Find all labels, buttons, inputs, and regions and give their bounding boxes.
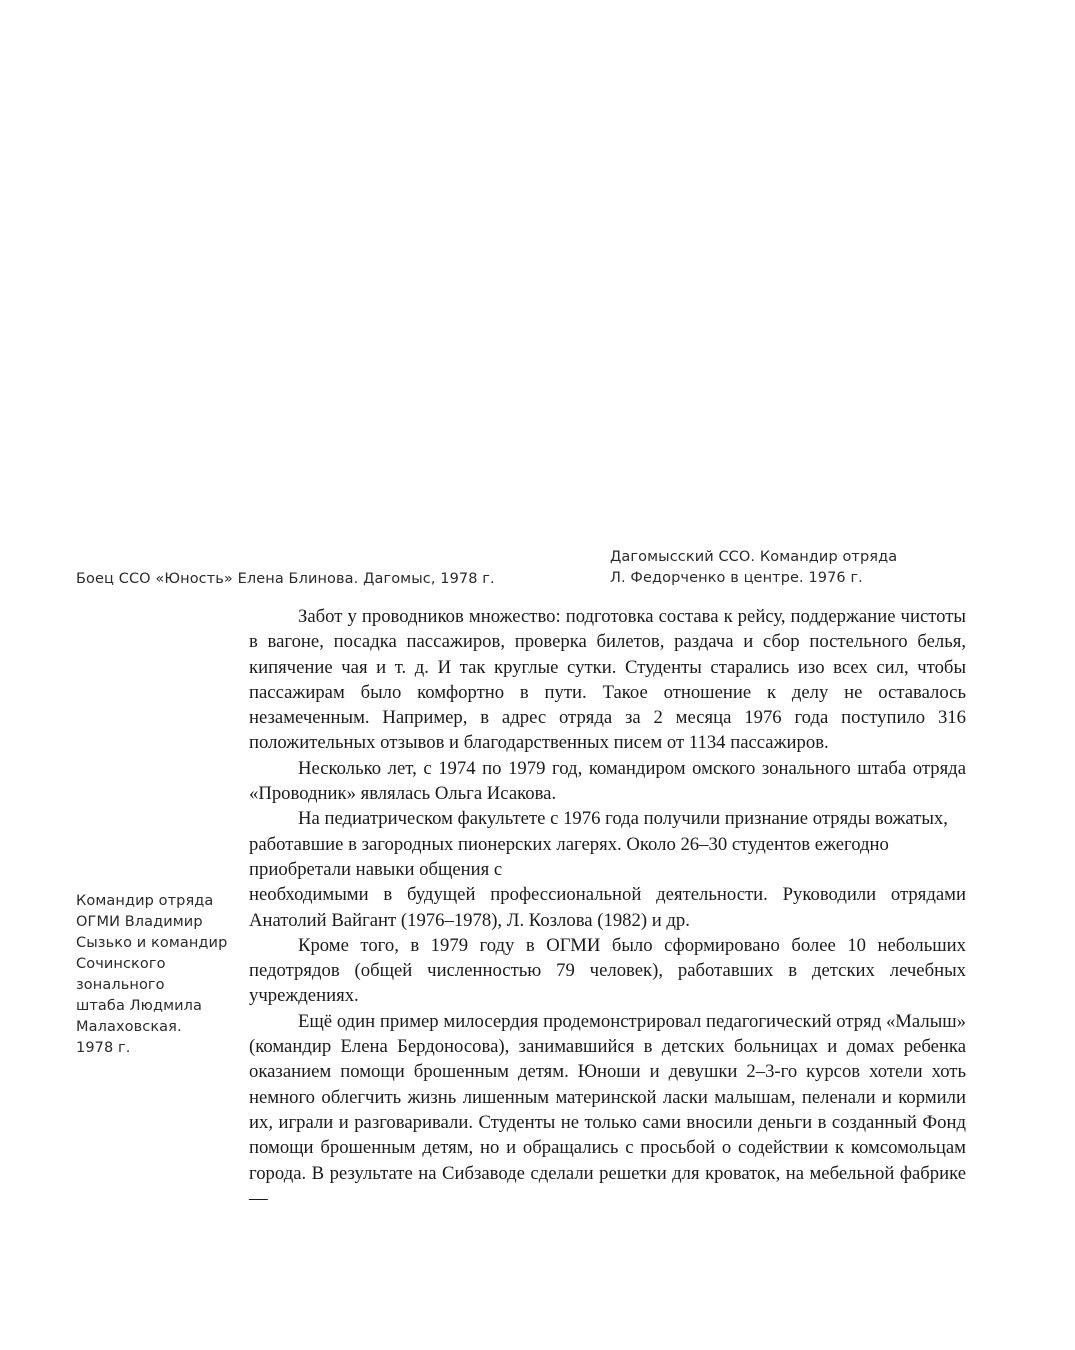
paragraph-counselors-continued: необходимыми в будущей профессиональной деятельности. Руководили отрядами Анатолий Вайгант (1976–1978), Л. Козлова (1982) и др.: [249, 884, 966, 931]
side-caption-line: Командир отряда: [76, 893, 214, 909]
article-body: [249, 604, 966, 1211]
photo-caption-left: Боец ССО «Юность» Елена Блинова. Дагомыс, 1978 г.: [76, 571, 495, 587]
paragraph-malysh: Ещё один пример милосердия продемонстрировал педагогический отряд «Малыш» (командир Елена Бердоносова), занимавшийся в детских больницах и домах ребенка оказанием помощи брошенным детям. Юноши и девушки 2–3-го курсов хотели хоть немного облегчить жизнь лишенным материнской ласки малышам, пеленали и кормили их, играли и разговаривали. Студенты не только сами вносили деньги в созданный Фонд помощи брошенным детям, но и обращались с просьбой о содействии к комсомольцам города. В результате на Сибзаводе сделали решетки для кроваток, на мебельной фабрике —: [249, 1010, 966, 1209]
side-caption-line: Малаховская.: [76, 1019, 182, 1035]
photo-caption-right: [610, 547, 930, 589]
photo-caption-side: [76, 891, 236, 1059]
photo-caption-right-line-2: Л. Федорченко в центре. 1976 г.: [610, 570, 863, 586]
photo-caption-right-line-1: Дагомысский ССО. Командир отряда: [610, 549, 898, 565]
paragraph-isakova: Несколько лет, с 1974 по 1979 год, командиром омского зонального штаба отряда «Проводник» являлась Ольга Исакова.: [249, 757, 966, 805]
paragraph-conductors-duties: Забот у проводников множество: подготовка состава к рейсу, поддержание чистоты в вагоне, посадка пассажиров, проверка билетов, раздача и сбор постельного белья, кипячение чая и т. д. И так круглые сутки. Студенты старались изо всех сил, чтобы пассажирам было комфортно в пути. Такое отношение к делу не оставалось незамеченным. Например, в адрес отряда за 2 месяца 1976 года поступило 316 положительных отзывов и благодарственных писем от 1134 пассажиров.: [249, 606, 966, 754]
side-caption-line: ОГМИ Владимир: [76, 914, 203, 930]
side-caption-line: зонального: [76, 977, 165, 993]
paragraph-counselors: На педиатрическом факультете с 1976 года получили признание отряды вожатых, работавшие в загородных пионерских лагерях. Около 26–30 студентов ежегодно приобретали навыки общения с: [249, 808, 948, 880]
side-caption-line: штаба Людмила: [76, 998, 202, 1014]
side-caption-line: Сочинского: [76, 956, 166, 972]
side-caption-line: Сызько и командир: [76, 935, 228, 951]
side-caption-line: 1978 г.: [76, 1040, 131, 1056]
paragraph-pedagogical-units: Кроме того, в 1979 году в ОГМИ было сформировано более 10 небольших педотрядов (общей численностью 79 человек), работавших в детских лечебных учреждениях.: [249, 934, 966, 1007]
